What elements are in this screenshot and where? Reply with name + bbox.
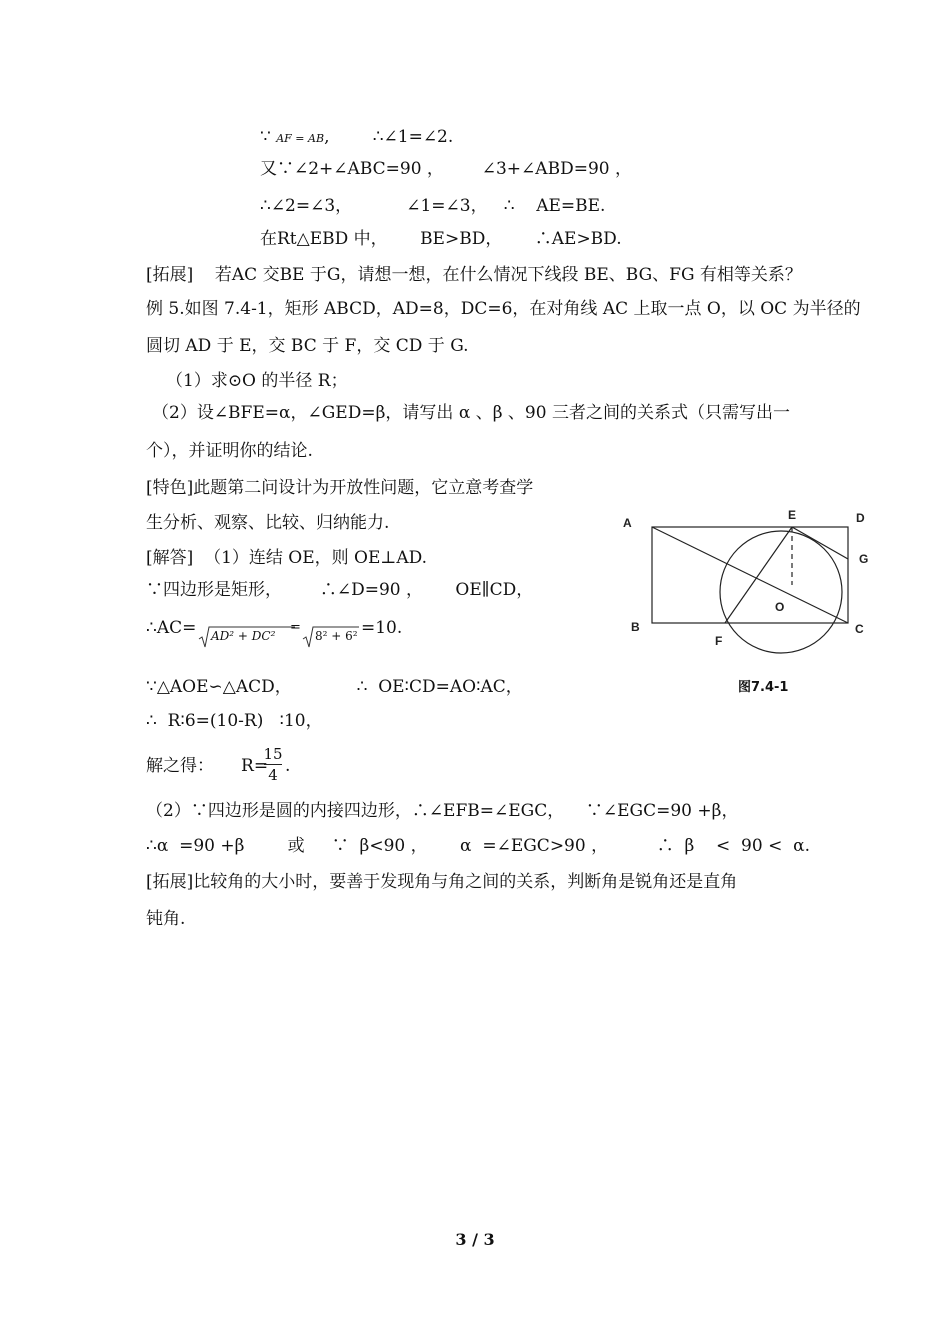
text-line: 生分析、观察、比较、归纳能力.	[146, 513, 390, 533]
text-line: ∵四边形是矩形， ∴∠D=90 ， OE∥CD，	[146, 580, 534, 600]
text-line: （2）设∠BFE=α，∠GED=β，请写出 α 、β 、90 三者之间的关系式（只需写出一	[152, 403, 790, 423]
text-line: ∵ AF = AB, ∴∠1=∠2.	[260, 127, 454, 147]
label-a: A	[623, 516, 632, 530]
text-line: ∴ R∶6=(10-R) ∶10，	[146, 711, 323, 731]
text-line: ∴∠2=∠3， ∠1=∠3， ∴ AE=BE.	[260, 196, 606, 216]
label-d: D	[856, 511, 865, 525]
text-line: [拓展]比较角的大小时，要善于发现角与角之间的关系，判断角是锐角还是直角	[146, 872, 738, 892]
fraction-denominator: 4	[268, 766, 278, 784]
sqrt-ad-dc: AD² + DC²	[198, 629, 206, 671]
text-line: （2）∵四边形是圆的内接四边形，∴∠EFB=∠EGC， ∵∠EGC=90 +β，	[146, 801, 739, 821]
circle-o	[720, 531, 842, 653]
text-line: .	[285, 756, 291, 776]
figure-caption: 图7.4-1	[738, 680, 789, 695]
text-line: ∴α =90 +β 或 ∵ β<90 ， α =∠EGC>90 ， ∴ β < 90 < α.	[146, 836, 811, 856]
text-line: [解答] （1）连结 OE，则 OE⊥AD.	[146, 548, 428, 568]
text-line: 圆切 AD 于 E，交 BC 于 F，交 CD 于 G.	[146, 336, 469, 356]
fraction-15-4	[262, 745, 284, 784]
arc-equality: AF = AB	[276, 132, 325, 145]
text-line: 在Rt△EBD 中， BE>BD， ∴AE>BD.	[260, 229, 622, 249]
label-e: E	[788, 508, 797, 522]
fraction-numerator: 15	[263, 745, 283, 763]
text-line: 个），并证明你的结论.	[146, 441, 313, 461]
equals-sign: =	[290, 620, 301, 635]
label-o: O	[775, 600, 785, 614]
label-g: G	[859, 552, 869, 566]
text-line: ∵△AOE∽△ACD， ∴ OE∶CD=AO∶AC，	[146, 677, 523, 697]
geometry-figure	[615, 505, 885, 695]
label-c: C	[855, 622, 864, 636]
page-number: 3 / 3	[455, 1230, 495, 1249]
text-line: 例 5.如图 7.4-1，矩形 ABCD，AD=8，DC=6，在对角线 AC 上取一点 O，以 OC 为半径的	[146, 299, 861, 319]
text-line: ∴AC=	[146, 618, 197, 638]
label-f: F	[715, 634, 723, 648]
sqrt-8-6: 8² + 6²	[302, 629, 310, 671]
diagonal-ac	[652, 527, 848, 623]
text-line: 钝角.	[146, 909, 186, 929]
label-b: B	[631, 620, 640, 634]
segment-eg	[792, 527, 848, 559]
text-line: =10.	[361, 618, 403, 638]
text-line: 又∵∠2+∠ABC=90 ， ∠3+∠ABD=90 ，	[260, 159, 632, 179]
text-line: 解之得： R=	[146, 756, 269, 776]
text-line: [特色]此题第二问设计为开放性问题，它立意考查学	[146, 478, 534, 498]
text-line: [拓展] 若AC 交BE 于G，请想一想，在什么情况下线段 BE、BG、FG 有相等关系？	[146, 265, 802, 285]
text-line: （1）求⊙O 的半径 R；	[166, 371, 348, 391]
